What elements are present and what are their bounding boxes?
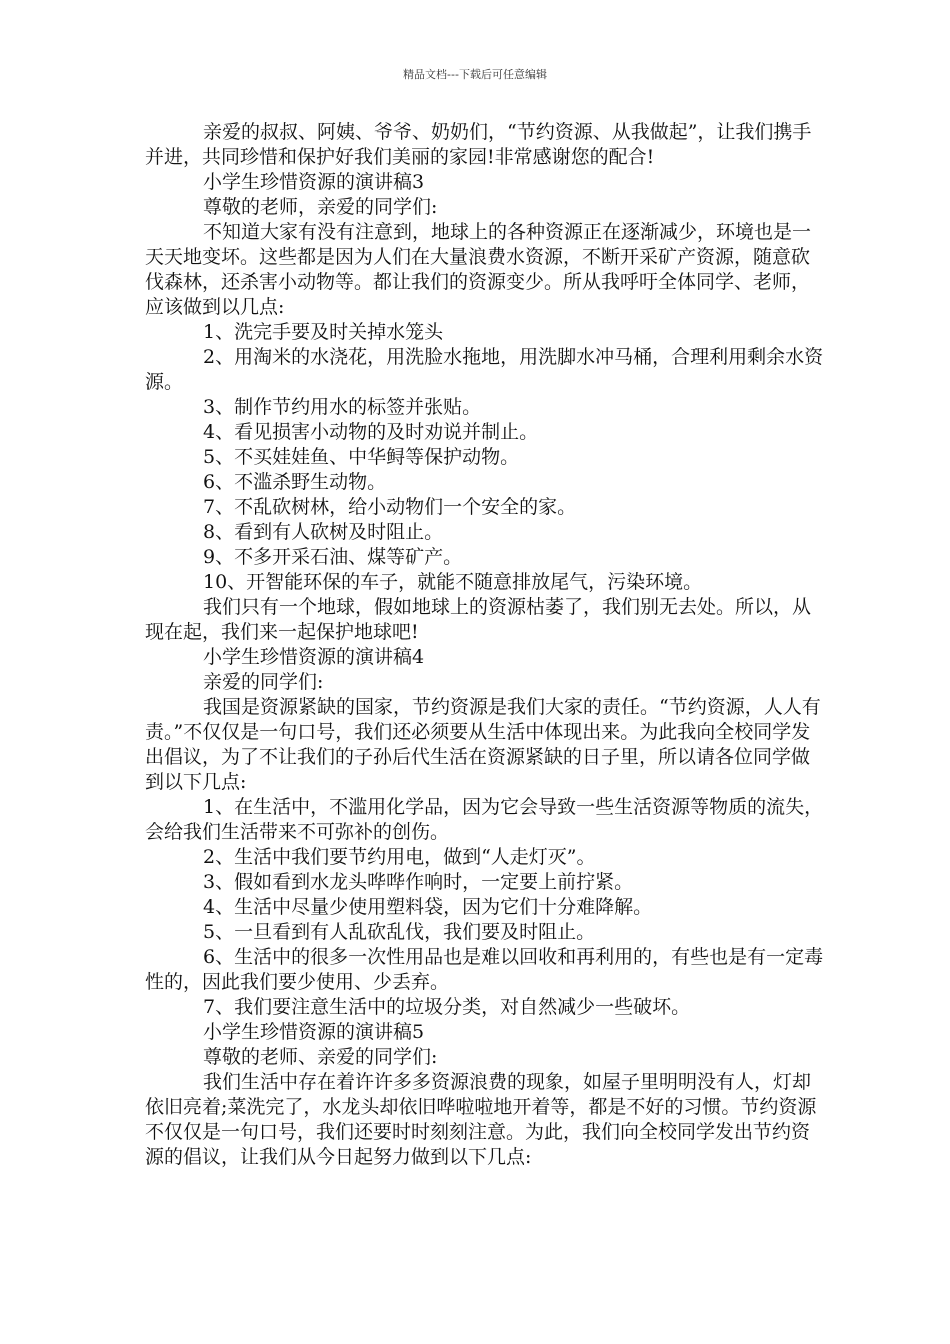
closing-paragraph: 亲爱的叔叔、阿姨、爷爷、奶奶们，“节约资源、从我做起”，让我们携手并进，共同珍惜和保护好我们美丽的家园!非常感谢您的配合! — [145, 121, 812, 168]
speech-3-item: 8、看到有人砍树及时阻止。 — [203, 521, 444, 543]
speech-3-item: 5、不买娃娃鱼、中华鲟等保护动物。 — [203, 446, 520, 468]
speech-3-item: 10、开智能环保的车子，就能不随意排放尾气，污染环境。 — [203, 571, 703, 593]
speech-4-item: 4、生活中尽量少使用塑料袋，因为它们十分难降解。 — [203, 896, 653, 918]
speech-3-item: 7、不乱砍树林，给小动物们一个安全的家。 — [203, 496, 577, 518]
speech-4-salutation: 亲爱的同学们: — [203, 671, 324, 693]
document-body — [145, 120, 825, 1170]
speech-4-title: 小学生珍惜资源的演讲稿4 — [203, 646, 425, 668]
speech-5-salutation: 尊敬的老师、亲爱的同学们: — [203, 1046, 438, 1068]
speech-4-item: 3、假如看到水龙头哗哗作响时，一定要上前拧紧。 — [203, 871, 634, 893]
page-header: 精品文档---下载后可任意编辑 — [403, 68, 547, 81]
speech-4-item: 2、生活中我们要节约用电，做到“人走灯灭”。 — [203, 846, 596, 868]
speech-3-closing: 我们只有一个地球，假如地球上的资源枯萎了，我们别无去处。所以，从现在起，我们来一起保护地球吧! — [145, 596, 812, 643]
speech-3-item: 6、不滥杀野生动物。 — [203, 471, 387, 493]
speech-4-intro: 我国是资源紧缺的国家，节约资源是我们大家的责任。“节约资源，人人有责。”不仅仅是一句口号，我们还必须要从生活中体现出来。为此我向全校同学发出倡议，为了不让我们的子孙后代生活在资源紧缺的日子里，所以请各位同学做到以下几点: — [145, 696, 821, 793]
speech-4-item: 1、在生活中，不滥用化学品，因为它会导致一些生活资源等物质的流失，会给我们生活带来不可弥补的创伤。 — [145, 796, 824, 843]
speech-3-item: 4、看见损害小动物的及时劝说并制止。 — [203, 421, 539, 443]
speech-3-title: 小学生珍惜资源的演讲稿3 — [203, 171, 425, 193]
speech-3-intro: 不知道大家有没有注意到，地球上的各种资源正在逐渐减少，环境也是一天天地变坏。这些都是因为人们在大量浪费水资源，不断开采矿产资源，随意砍伐森林，还杀害小动物等。都让我们的资源变少。所从我呼吁全体同学、老师，应该做到以几点: — [145, 221, 812, 318]
speech-3-item: 9、不多开采石油、煤等矿产。 — [203, 546, 463, 568]
speech-5-intro: 我们生活中存在着许许多多资源浪费的现象，如屋子里明明没有人，灯却依旧亮着;菜洗完了，水龙头却依旧哗啦啦地开着等，都是不好的习惯。节约资源不仅仅是一句口号，我们还要时时刻刻注意。为此，我们向全校同学发出节约资源的倡议，让我们从今日起努力做到以下几点: — [145, 1071, 817, 1168]
speech-4-item: 6、生活中的很多一次性用品也是难以回收和再利用的，有些也是有一定毒性的，因此我们要少使用、少丢弃。 — [145, 946, 824, 993]
speech-3-salutation: 尊敬的老师，亲爱的同学们: — [203, 196, 438, 218]
speech-4-item: 5、一旦看到有人乱砍乱伐，我们要及时阻止。 — [203, 921, 596, 943]
speech-5-title: 小学生珍惜资源的演讲稿5 — [203, 1021, 425, 1043]
speech-3-item: 2、用淘米的水浇花，用洗脸水拖地，用洗脚水冲马桶，合理利用剩余水资源。 — [145, 346, 824, 393]
speech-3-item: 3、制作节约用水的标签并张贴。 — [203, 396, 482, 418]
speech-3-item: 1、洗完手要及时关掉水笼头 — [203, 321, 444, 343]
speech-4-item: 7、我们要注意生活中的垃圾分类，对自然减少一些破坏。 — [203, 996, 691, 1018]
